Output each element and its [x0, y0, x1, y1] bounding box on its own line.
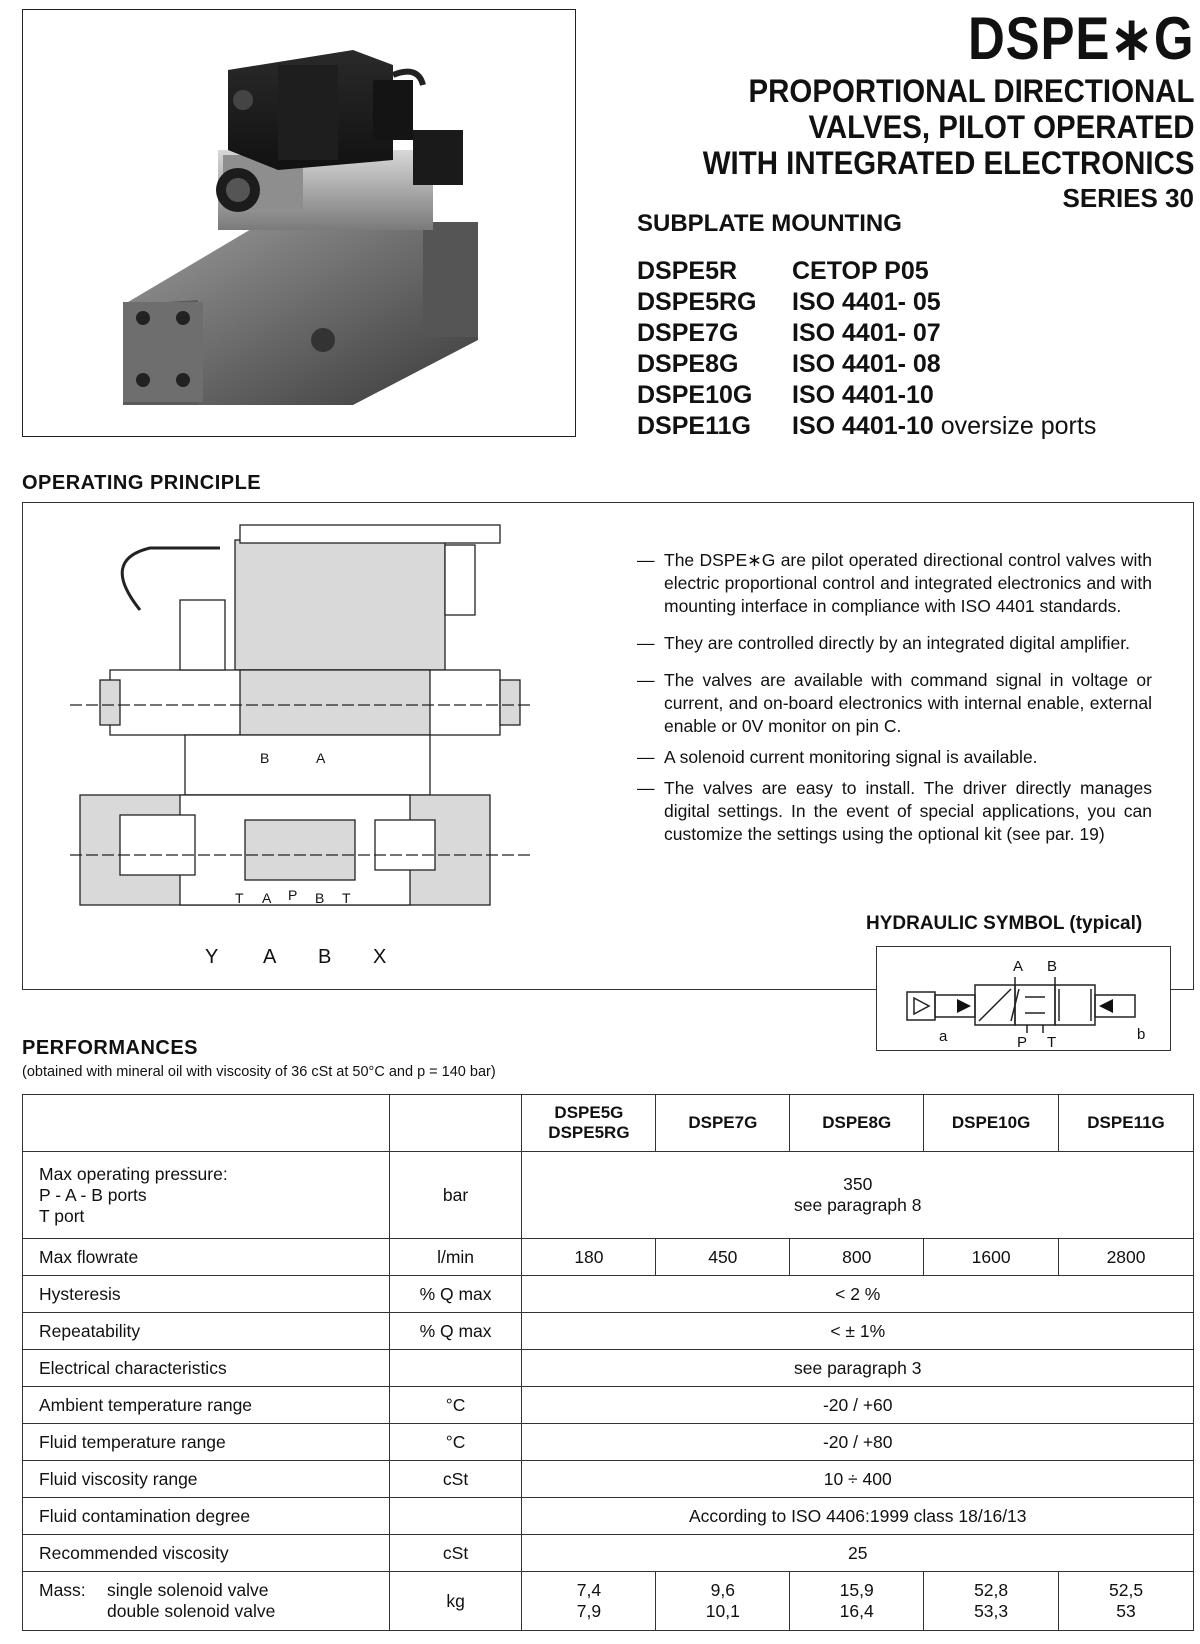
row-value: 2800	[1059, 1239, 1194, 1276]
row-value: < 2 %	[522, 1276, 1194, 1313]
table-row	[23, 1350, 1194, 1387]
model-note: oversize ports	[933, 412, 1097, 440]
column-header: DSPE10G	[924, 1095, 1059, 1152]
row-value: -20 / +80	[522, 1424, 1194, 1461]
diagram-label-A: A	[262, 890, 272, 906]
row-unit: l/min	[389, 1239, 522, 1276]
hydraulic-symbol-title: HYDRAULIC SYMBOL (typical)	[866, 913, 1143, 934]
bullet-item: — The valves are available with command signal in voltage or current, and on-board electronics with internal enable, external enable or 0V monitor on pin C.	[637, 670, 1152, 736]
row-value: -20 / +60	[522, 1387, 1194, 1424]
bullet-item: — The valves are easy to install. The driver directly manages digital settings. In the event of special applications, you can customize the settings using the optional kit (see par. 19)	[637, 778, 1152, 844]
row-label: Max flowrate	[23, 1239, 390, 1276]
model-row	[637, 411, 1096, 442]
diagram-label-T1: T	[235, 890, 244, 906]
table-row	[23, 1461, 1194, 1498]
row-value: < ± 1%	[522, 1313, 1194, 1350]
column-header: DSPE7G	[656, 1095, 790, 1152]
row-unit: kg	[389, 1572, 522, 1631]
diagram-label-A-top: A	[316, 750, 326, 766]
row-value: 1600	[924, 1239, 1059, 1276]
row-value: 9,6 10,1	[656, 1572, 790, 1631]
row-label: Mass: single solenoid valve double solenoid valve	[23, 1572, 390, 1631]
table-row	[23, 1572, 1194, 1631]
performance-table	[22, 1094, 1194, 1631]
model-standard: ISO 4401- 07	[792, 319, 941, 347]
hyd-label-b: b	[1137, 1026, 1146, 1043]
series-label: SERIES 30	[1062, 183, 1194, 213]
model-list	[637, 256, 1096, 442]
operating-principle-heading: OPERATING PRINCIPLE	[22, 472, 262, 494]
row-value: 350 see paragraph 8	[522, 1152, 1194, 1239]
row-unit: bar	[389, 1152, 522, 1239]
row-unit: % Q max	[389, 1276, 522, 1313]
model-row	[637, 380, 1096, 411]
hyd-label-B: B	[1047, 958, 1058, 975]
table-row	[23, 1239, 1194, 1276]
column-header: DSPE5G DSPE5RG	[522, 1095, 656, 1152]
diagram-label-B: B	[315, 890, 325, 906]
model-row	[637, 287, 1096, 318]
diagram-port-Y: Y	[205, 946, 219, 968]
model-code: DSPE11G	[637, 412, 751, 440]
table-row	[23, 1498, 1194, 1535]
product-photo	[22, 9, 576, 437]
row-label: Hysteresis	[23, 1276, 390, 1313]
model-row	[637, 256, 1096, 287]
valve-photo-illustration	[23, 10, 574, 435]
row-unit: °C	[389, 1424, 522, 1461]
row-label: Fluid viscosity range	[23, 1461, 390, 1498]
diagram-port-X: X	[373, 946, 387, 968]
hydraulic-symbol-box	[876, 946, 1171, 1051]
model-standard: ISO 4401-10	[792, 381, 934, 409]
column-header: DSPE11G	[1059, 1095, 1194, 1152]
model-standard: ISO 4401- 08	[792, 350, 941, 378]
hyd-label-T: T	[1047, 1034, 1057, 1049]
row-label: Electrical characteristics	[23, 1350, 390, 1387]
row-value: 52,8 53,3	[924, 1572, 1059, 1631]
model-row	[637, 349, 1096, 380]
column-header: DSPE8G	[790, 1095, 924, 1152]
row-value: 52,5 53	[1059, 1572, 1194, 1631]
table-header-row	[23, 1095, 1194, 1152]
model-row	[637, 318, 1096, 349]
row-value: According to ISO 4406:1999 class 18/16/13	[522, 1498, 1194, 1535]
table-row	[23, 1387, 1194, 1424]
title-line-1: PROPORTIONAL DIRECTIONAL	[748, 73, 1194, 109]
model-code: DSPE10G	[637, 381, 753, 409]
model-standard: ISO 4401-10	[792, 412, 934, 440]
performances-note: (obtained with mineral oil with viscosity of 36 cSt at 50°C and p = 140 bar)	[22, 1064, 496, 1080]
model-standard: ISO 4401- 05	[792, 288, 941, 316]
row-unit: °C	[389, 1387, 522, 1424]
diagram-port-A: A	[263, 946, 277, 968]
section-diagram	[70, 520, 530, 970]
row-value: 10 ÷ 400	[522, 1461, 1194, 1498]
product-code: DSPE∗G	[967, 5, 1194, 72]
model-code: DSPE8G	[637, 350, 739, 378]
bullet-item: — A solenoid current monitoring signal is available.	[637, 747, 1038, 767]
diagram-label-P: P	[288, 887, 298, 903]
model-code: DSPE5RG	[637, 288, 757, 316]
product-title	[702, 73, 1194, 181]
table-row	[23, 1313, 1194, 1350]
row-label: Fluid temperature range	[23, 1424, 390, 1461]
table-row	[23, 1535, 1194, 1572]
row-value: 180	[522, 1239, 656, 1276]
row-label: Ambient temperature range	[23, 1387, 390, 1424]
row-label: Fluid contamination degree	[23, 1498, 390, 1535]
diagram-label-T2: T	[342, 890, 351, 906]
diagram-label-B-top: B	[260, 750, 270, 766]
operating-bullets	[637, 549, 1152, 860]
row-value: see paragraph 3	[522, 1350, 1194, 1387]
row-value: 25	[522, 1535, 1194, 1572]
mounting-label: SUBPLATE MOUNTING	[637, 210, 902, 237]
table-row	[23, 1424, 1194, 1461]
row-value: 450	[656, 1239, 790, 1276]
row-value: 15,9 16,4	[790, 1572, 924, 1631]
row-unit	[389, 1350, 522, 1387]
row-label: Recommended viscosity	[23, 1535, 390, 1572]
hyd-label-P: P	[1017, 1034, 1028, 1049]
row-unit: % Q max	[389, 1313, 522, 1350]
row-label: Repeatability	[23, 1313, 390, 1350]
hyd-label-a: a	[939, 1028, 948, 1045]
bullet-item: — The DSPE∗G are pilot operated directional control valves with electric proportional control and integrated electronics and with mounting interface in compliance with ISO 4401 standards.	[637, 550, 1152, 616]
row-label: Max operating pressure: P - A - B ports T port	[23, 1152, 390, 1239]
row-value: 7,4 7,9	[522, 1572, 656, 1631]
row-unit: cSt	[389, 1461, 522, 1498]
bullet-item: — They are controlled directly by an integrated digital amplifier.	[637, 633, 1130, 653]
performances-heading: PERFORMANCES	[22, 1037, 199, 1059]
model-code: DSPE5R	[637, 257, 738, 285]
hydraulic-symbol	[877, 947, 1169, 1049]
hyd-label-A: A	[1013, 958, 1024, 975]
row-unit	[389, 1498, 522, 1535]
row-value: 800	[790, 1239, 924, 1276]
model-standard: CETOP P05	[792, 257, 929, 285]
table-row	[23, 1152, 1194, 1239]
table-row	[23, 1276, 1194, 1313]
diagram-port-B: B	[318, 946, 332, 968]
row-unit: cSt	[389, 1535, 522, 1572]
title-line-2: VALVES, PILOT OPERATED	[807, 109, 1194, 145]
model-code: DSPE7G	[637, 319, 739, 347]
title-line-3: WITH INTEGRATED ELECTRONICS	[702, 145, 1194, 181]
